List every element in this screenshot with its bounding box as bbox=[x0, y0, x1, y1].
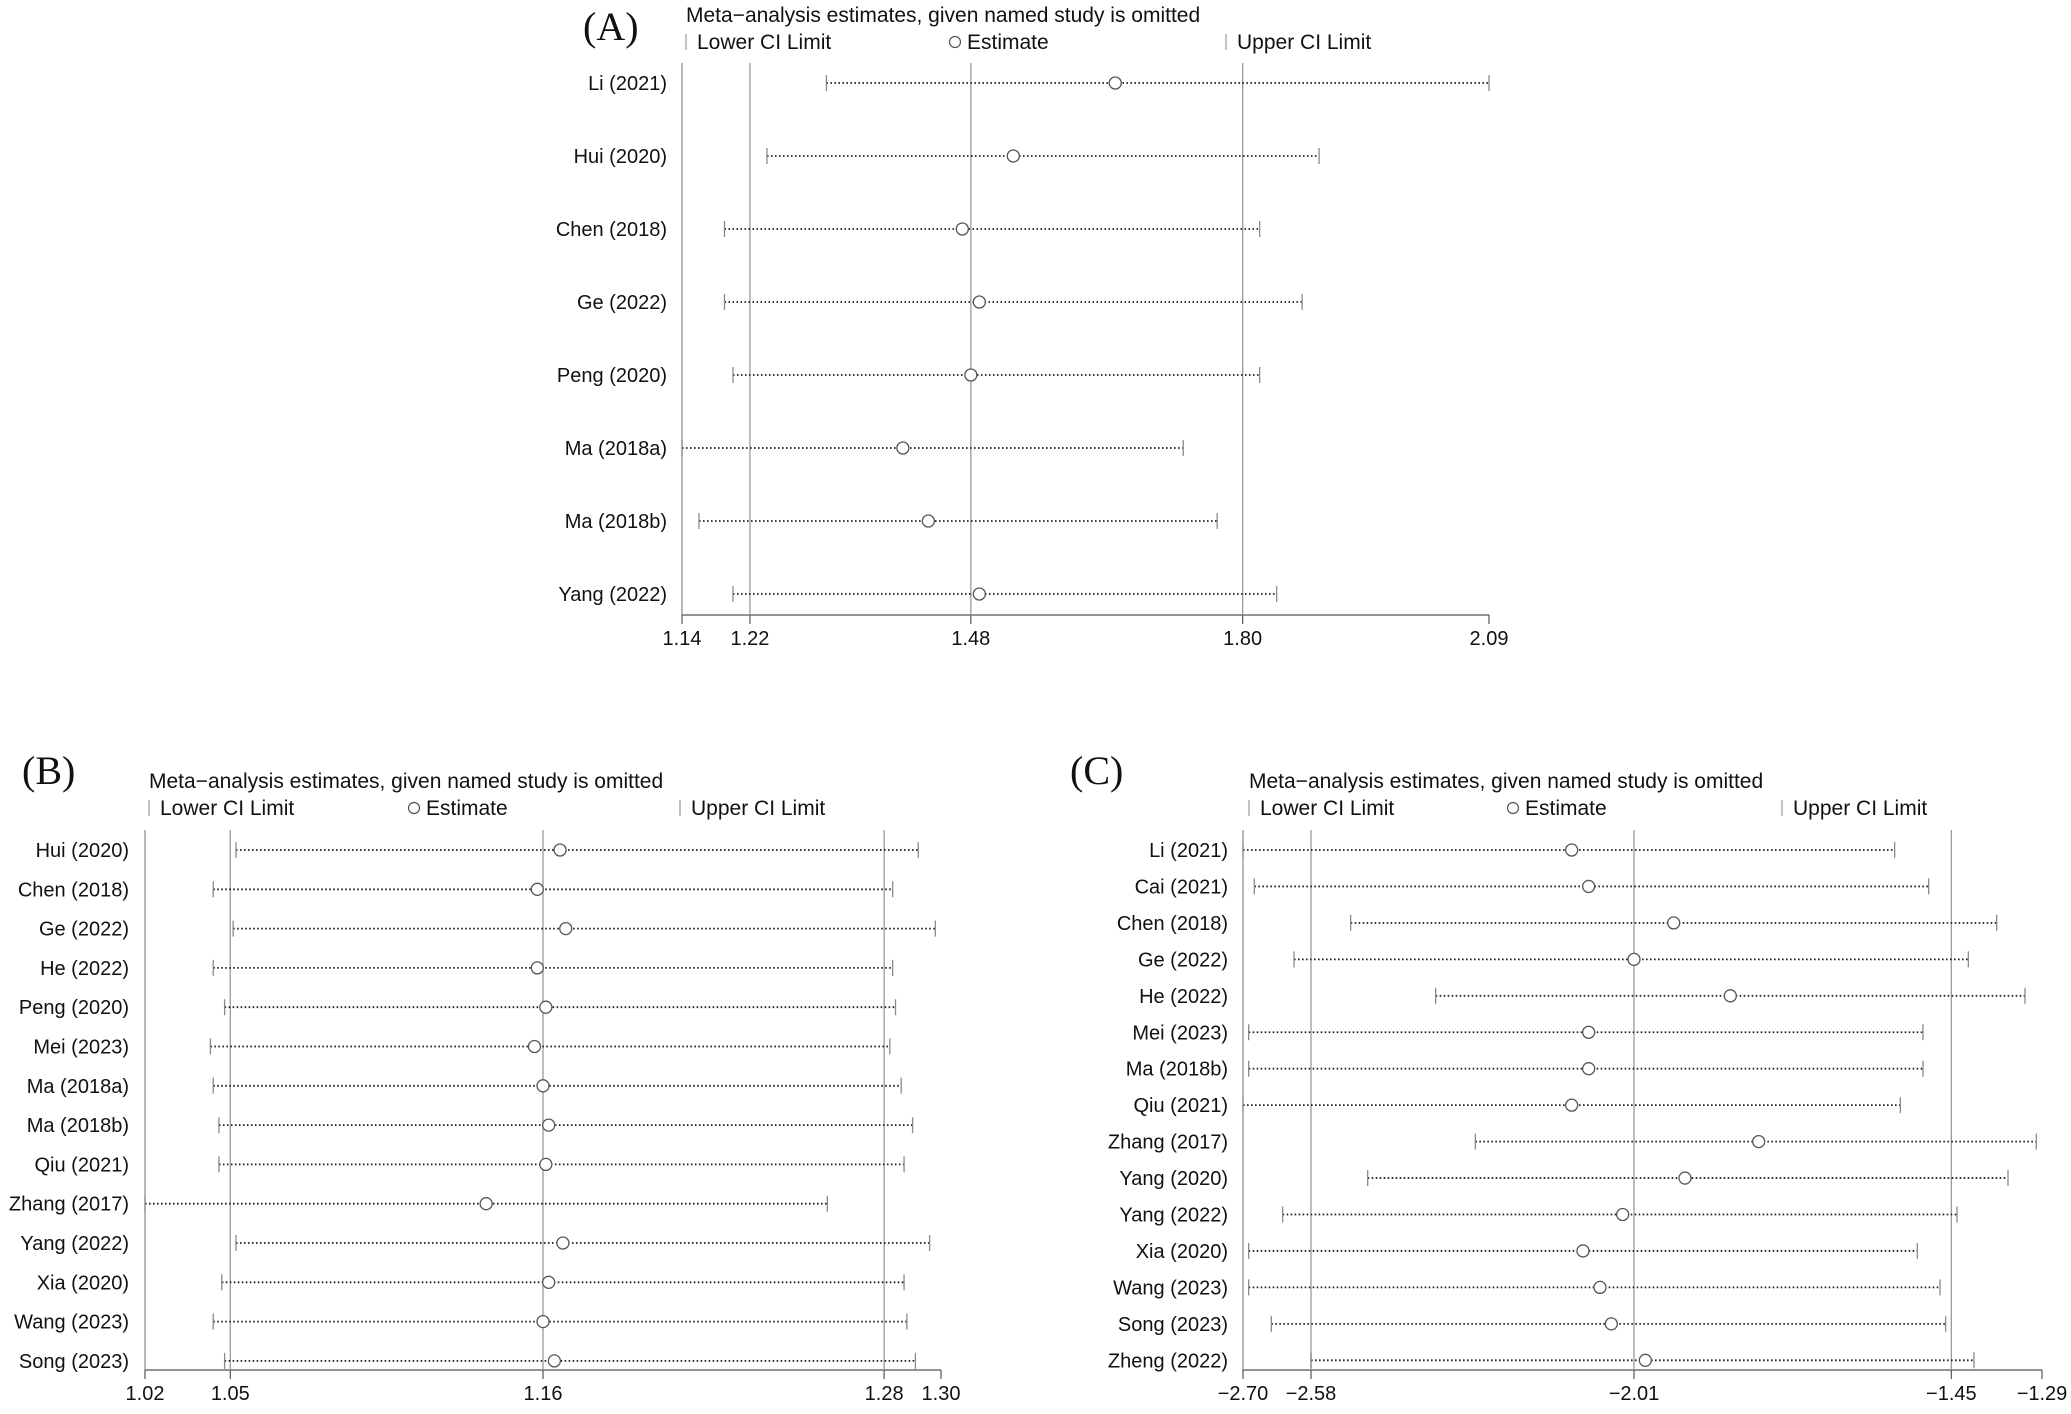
study-label: Ge (2022) bbox=[38, 918, 129, 941]
study-label: Peng (2020) bbox=[556, 365, 667, 387]
study-label: Wang (2023) bbox=[1113, 1277, 1228, 1300]
plot-title: Meta−analysis estimates, given named study is omitted bbox=[1249, 770, 1764, 793]
study-label: Xia (2020) bbox=[1135, 1240, 1228, 1263]
estimate-marker bbox=[1566, 844, 1578, 856]
estimate-marker bbox=[922, 515, 934, 527]
estimate-marker bbox=[1577, 1245, 1589, 1257]
legend-estimate-label: Estimate bbox=[1525, 797, 1607, 820]
legend-estimate-marker bbox=[409, 803, 420, 814]
x-tick-label: −2.58 bbox=[1285, 1383, 1337, 1405]
panel-label: (B) bbox=[22, 748, 76, 793]
study-label: Ma (2018a) bbox=[564, 438, 667, 460]
study-label: Yang (2022) bbox=[558, 584, 667, 606]
study-label: Yang (2022) bbox=[1119, 1204, 1228, 1227]
study-label: Hui (2020) bbox=[35, 840, 129, 862]
plot-title: Meta−analysis estimates, given named study is omitted bbox=[686, 4, 1201, 27]
study-label: Yang (2020) bbox=[1119, 1168, 1228, 1191]
study-label: Ma (2018b) bbox=[564, 511, 667, 533]
x-tick-label: 1.48 bbox=[951, 628, 991, 650]
study-label: Chen (2018) bbox=[17, 879, 129, 902]
estimate-marker bbox=[543, 1276, 555, 1288]
estimate-marker bbox=[528, 1041, 540, 1053]
legend-lower-ci-label: Lower CI Limit bbox=[697, 31, 832, 54]
study-label: Mei (2023) bbox=[1132, 1022, 1228, 1045]
estimate-marker bbox=[557, 1237, 569, 1249]
estimate-marker bbox=[956, 223, 968, 235]
x-tick-label: −1.45 bbox=[1926, 1383, 1977, 1405]
legend-upper-ci-label: Upper CI Limit bbox=[1237, 31, 1372, 54]
study-label: Qiu (2021) bbox=[1133, 1095, 1228, 1118]
study-label: Li (2021) bbox=[1149, 840, 1228, 862]
panel-label: (C) bbox=[1070, 748, 1124, 793]
estimate-marker bbox=[897, 442, 909, 454]
estimate-marker bbox=[973, 588, 985, 600]
study-label: Qiu (2021) bbox=[34, 1154, 129, 1177]
estimate-marker bbox=[1605, 1318, 1617, 1330]
x-tick-label: 1.30 bbox=[921, 1383, 961, 1405]
legend-upper-ci-label: Upper CI Limit bbox=[691, 797, 826, 820]
estimate-marker bbox=[1724, 990, 1736, 1002]
legend-estimate-marker bbox=[1508, 803, 1519, 814]
study-label: Ma (2018b) bbox=[26, 1115, 129, 1138]
x-tick-label: 1.02 bbox=[125, 1383, 165, 1405]
study-label: Ge (2022) bbox=[576, 292, 667, 314]
estimate-marker bbox=[1583, 1026, 1595, 1038]
legend-estimate-label: Estimate bbox=[426, 797, 508, 820]
plot-title: Meta−analysis estimates, given named study is omitted bbox=[149, 770, 664, 793]
study-label: Song (2023) bbox=[18, 1350, 129, 1373]
study-label: Ma (2018a) bbox=[26, 1075, 129, 1098]
estimate-marker bbox=[531, 883, 543, 895]
estimate-marker bbox=[965, 369, 977, 381]
study-label: Mei (2023) bbox=[33, 1036, 129, 1059]
estimate-marker bbox=[1617, 1209, 1629, 1221]
estimate-marker bbox=[537, 1080, 549, 1092]
estimate-marker bbox=[1566, 1099, 1578, 1111]
estimate-marker bbox=[1109, 77, 1121, 89]
study-label: Chen (2018) bbox=[1116, 912, 1228, 935]
estimate-marker bbox=[1594, 1281, 1606, 1293]
study-label: Yang (2022) bbox=[20, 1233, 129, 1255]
study-label: He (2022) bbox=[40, 957, 129, 980]
estimate-marker bbox=[537, 1316, 549, 1328]
estimate-marker bbox=[548, 1355, 560, 1367]
study-label: He (2022) bbox=[1139, 985, 1228, 1008]
legend-estimate-marker bbox=[950, 37, 961, 48]
x-tick-label: 2.09 bbox=[1469, 628, 1509, 650]
estimate-marker bbox=[540, 1001, 552, 1013]
estimate-marker bbox=[1583, 880, 1595, 892]
legend-lower-ci-label: Lower CI Limit bbox=[1260, 797, 1395, 820]
legend-estimate-label: Estimate bbox=[967, 31, 1049, 54]
estimate-marker bbox=[540, 1158, 552, 1170]
study-label: Zhang (2017) bbox=[1107, 1131, 1228, 1154]
x-tick-label: 1.05 bbox=[210, 1383, 250, 1405]
x-tick-label: 1.28 bbox=[864, 1383, 904, 1405]
estimate-marker bbox=[1639, 1354, 1651, 1366]
study-label: Cai (2021) bbox=[1134, 876, 1228, 899]
estimate-marker bbox=[480, 1198, 492, 1210]
estimate-marker bbox=[554, 844, 566, 856]
estimate-marker bbox=[1753, 1136, 1765, 1148]
study-label: Wang (2023) bbox=[14, 1311, 129, 1334]
x-tick-label: −2.01 bbox=[1608, 1383, 1660, 1405]
estimate-marker bbox=[560, 923, 572, 935]
study-label: Zhang (2017) bbox=[8, 1193, 129, 1216]
study-label: Chen (2018) bbox=[555, 219, 667, 241]
estimate-marker bbox=[1628, 953, 1640, 965]
estimate-marker bbox=[973, 296, 985, 308]
x-tick-label: 1.14 bbox=[662, 628, 702, 650]
estimate-marker bbox=[531, 962, 543, 974]
study-label: Ge (2022) bbox=[1137, 949, 1228, 972]
estimate-marker bbox=[1583, 1063, 1595, 1075]
x-tick-label: 1.16 bbox=[523, 1383, 563, 1405]
x-tick-label: −1.29 bbox=[2016, 1383, 2068, 1405]
x-tick-label: 1.80 bbox=[1223, 628, 1263, 650]
panel-label: (A) bbox=[583, 4, 639, 49]
estimate-marker bbox=[543, 1119, 555, 1131]
study-label: Li (2021) bbox=[588, 73, 667, 95]
x-tick-label: 1.22 bbox=[730, 628, 770, 650]
study-label: Peng (2020) bbox=[18, 997, 129, 1020]
legend-lower-ci-label: Lower CI Limit bbox=[160, 797, 295, 820]
study-label: Hui (2020) bbox=[573, 146, 667, 168]
estimate-marker bbox=[1668, 917, 1680, 929]
study-label: Song (2023) bbox=[1117, 1313, 1228, 1336]
estimate-marker bbox=[1679, 1172, 1691, 1184]
study-label: Xia (2020) bbox=[36, 1272, 129, 1295]
study-label: Ma (2018b) bbox=[1125, 1058, 1228, 1081]
x-tick-label: −2.70 bbox=[1217, 1383, 1269, 1405]
study-label: Zheng (2022) bbox=[1107, 1350, 1228, 1373]
estimate-marker bbox=[1007, 150, 1019, 162]
legend-upper-ci-label: Upper CI Limit bbox=[1793, 797, 1928, 820]
